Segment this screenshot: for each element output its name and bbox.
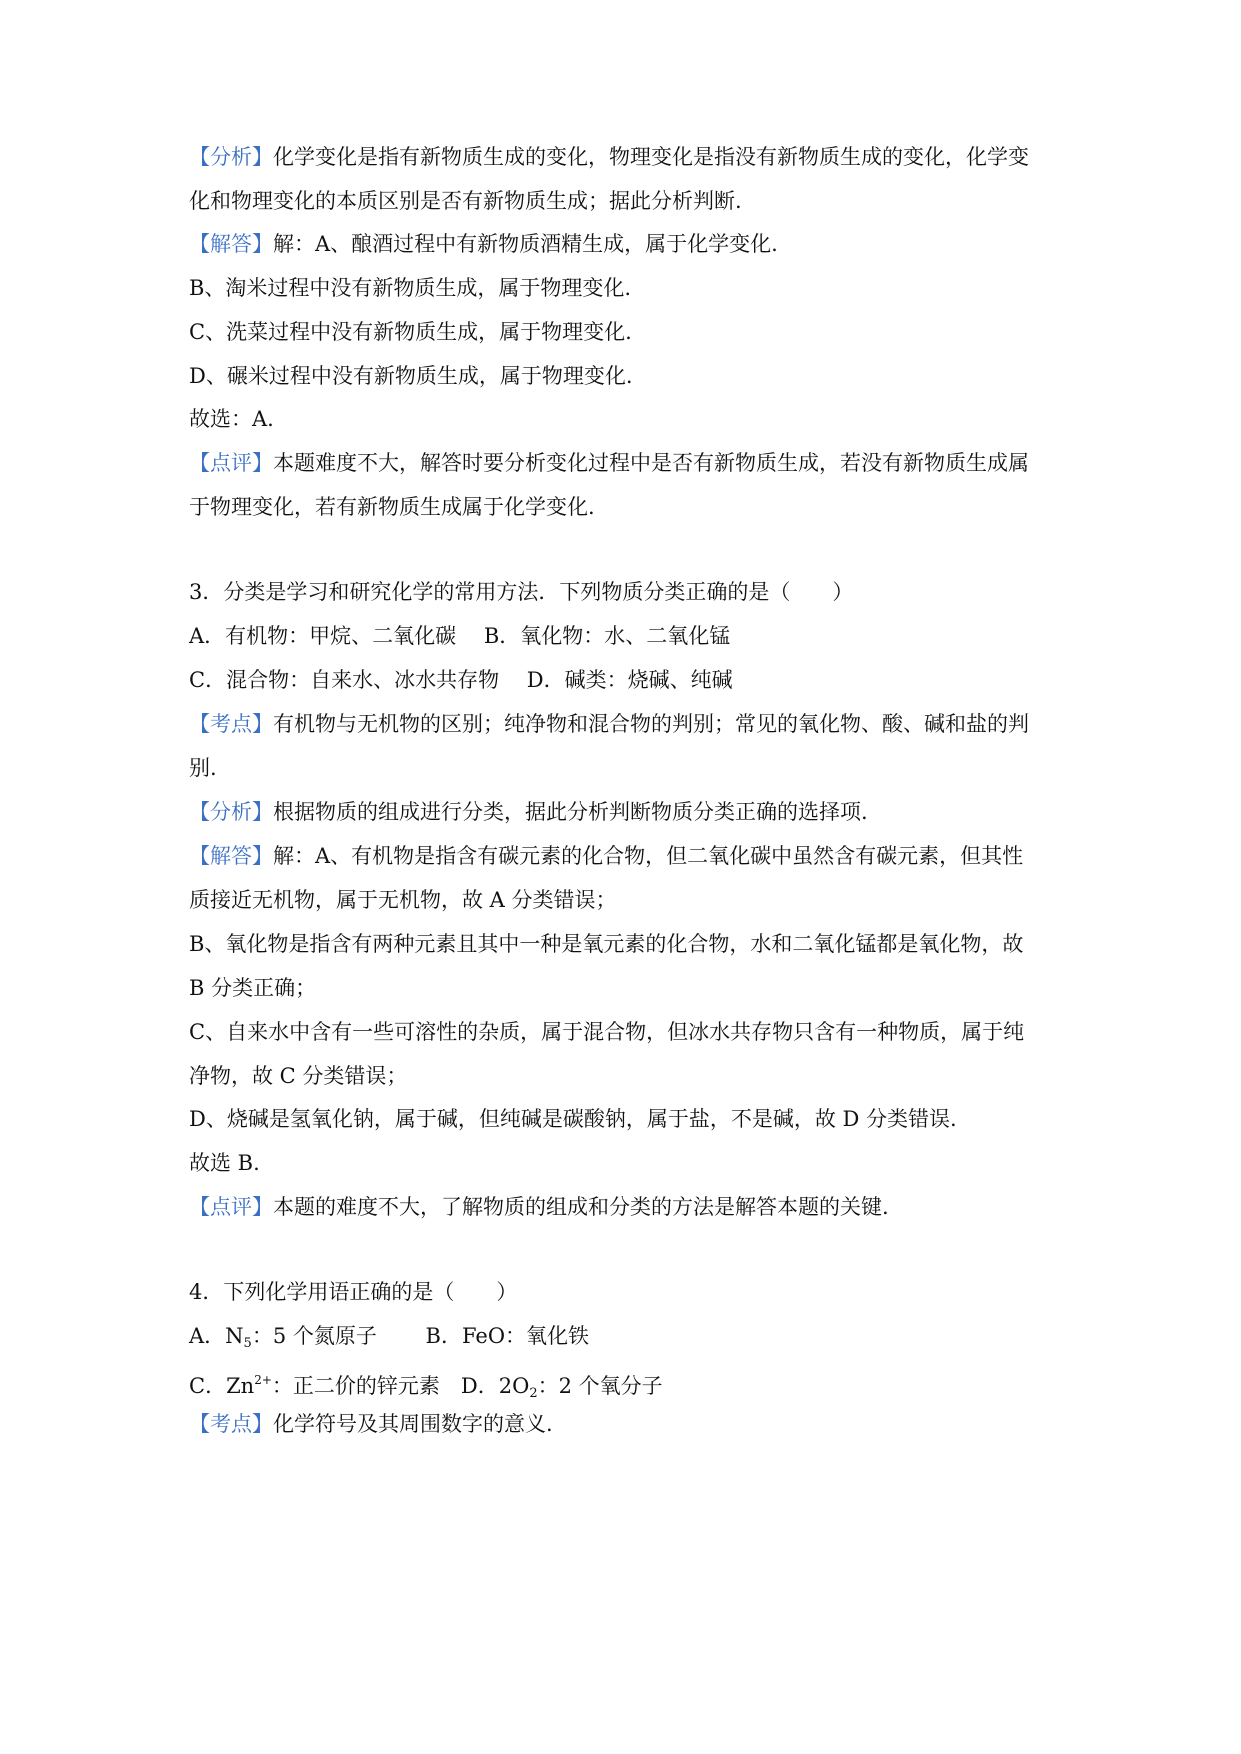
q2-comment-line1: 【点评】本题难度不大，解答时要分析变化过程中是否有新物质生成，若没有新物质生成属: [189, 451, 1029, 475]
comment-tag: 【点评】: [189, 1195, 273, 1219]
kaodian-tag: 【考点】: [189, 1412, 273, 1436]
analysis-tag: 【分析】: [189, 145, 273, 169]
q3-comment-line1: 【点评】本题的难度不大，了解物质的组成和分类的方法是解答本题的关键.: [189, 1195, 889, 1219]
solution-tag: 【解答】: [189, 844, 273, 868]
q3-kaodian-line2: 别.: [189, 756, 217, 780]
solution-tag: 【解答】: [189, 232, 273, 256]
q4-options-row2: C．$Zn^{2+}$：正二价的锌元素 D．$2O_2$：2 个氧分子: [189, 1373, 663, 1401]
q4-kaodian-line1: 【考点】化学符号及其周围数字的意义.: [189, 1412, 553, 1436]
q2-solution-c: C、洗菜过程中没有新物质生成，属于物理变化.: [189, 320, 632, 344]
kaodian-tag: 【考点】: [189, 712, 273, 736]
q2-analysis-line2: 化和物理变化的本质区别是否有新物质生成；据此分析判断.: [189, 189, 742, 213]
q4-question: 4．下列化学用语正确的是（ ）: [189, 1280, 518, 1304]
analysis-tag: 【分析】: [189, 800, 273, 824]
q3-options-row2: C．混合物：自来水、冰水共存物 D．碱类：烧碱、纯碱: [189, 668, 733, 692]
q3-analysis-line1: 【分析】根据物质的组成进行分类，据此分析判断物质分类正确的选择项.: [189, 800, 868, 824]
q3-solution-b-line2: B 分类正确；: [189, 976, 317, 1000]
q2-solution-d: D、碾米过程中没有新物质生成，属于物理变化.: [189, 364, 633, 388]
q2-comment-line2: 于物理变化，若有新物质生成属于化学变化.: [189, 495, 595, 519]
q3-answer: 故选 B.: [189, 1151, 260, 1175]
q2-solution-b: B、淘米过程中没有新物质生成，属于物理变化.: [189, 276, 632, 300]
q3-solution-line1: 【解答】解：A、有机物是指含有碳元素的化合物，但二氧化碳中虽然含有碳元素，但其性: [189, 844, 1024, 868]
q3-solution-line2: 质接近无机物，属于无机物，故 A 分类错误；: [189, 888, 617, 912]
q3-question: 3．分类是学习和研究化学的常用方法．下列物质分类正确的是（ ）: [189, 580, 854, 604]
q2-answer: 故选：A.: [189, 407, 274, 431]
q3-solution-d-line1: D、烧碱是氢氧化钠，属于碱，但纯碱是碳酸钠，属于盐，不是碱，故 D 分类错误.: [189, 1107, 957, 1131]
q3-solution-b-line1: B、氧化物是指含有两种元素且其中一种是氧元素的化合物，水和二氧化锰都是氧化物，故: [189, 932, 1024, 956]
q2-analysis-line1: 【分析】化学变化是指有新物质生成的变化，物理变化是指没有新物质生成的变化，化学变: [189, 145, 1029, 169]
comment-tag: 【点评】: [189, 451, 273, 475]
q3-solution-c-line2: 净物，故 C 分类错误；: [189, 1064, 408, 1088]
q3-solution-c-line1: C、自来水中含有一些可溶性的杂质，属于混合物，但冰水共存物只含有一种物质，属于纯: [189, 1020, 1025, 1044]
q3-options-row1: A．有机物：甲烷、二氧化碳 B．氧化物：水、二氧化锰: [189, 624, 731, 648]
q2-solution-line1: 【解答】解：A、酿酒过程中有新物质酒精生成，属于化学变化.: [189, 232, 778, 256]
q3-kaodian-line1: 【考点】有机物与无机物的区别；纯净物和混合物的判别；常见的氧化物、酸、碱和盐的判: [189, 712, 1029, 736]
q4-options-row1: A．$N_5$：5 个氮原子 B．FeO：氧化铁: [189, 1324, 590, 1351]
